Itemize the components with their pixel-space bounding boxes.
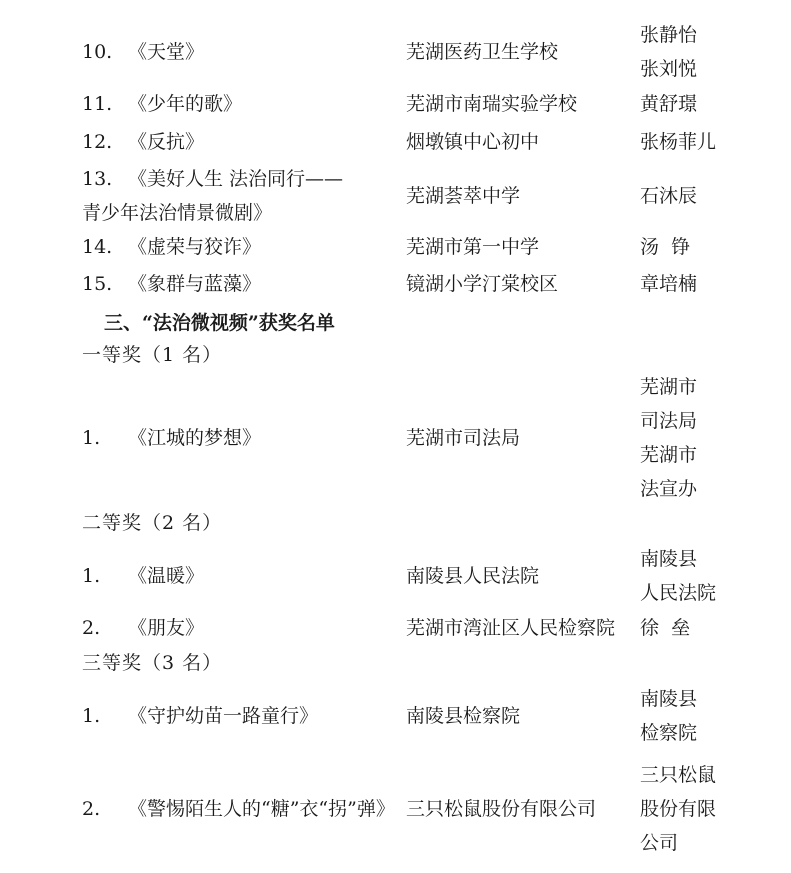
entry-unit: 芜湖荟萃中学 <box>406 185 521 207</box>
grade-label: 二等奖（2 名） <box>82 512 223 534</box>
grade-label: 一等奖（1 名） <box>82 344 223 366</box>
author-line: 张杨菲儿 <box>640 131 717 153</box>
author-line: 石沐辰 <box>640 185 698 207</box>
author-line: 章培楠 <box>640 273 698 295</box>
entry-title <box>82 611 204 645</box>
author-line: 张刘悦 <box>640 58 698 80</box>
author-line: 法宣办 <box>640 478 698 500</box>
author-line: 检察院 <box>640 722 698 744</box>
entry-author <box>640 230 690 264</box>
entry-number: 1. <box>82 705 101 727</box>
author-line: 南陵县 <box>640 688 698 710</box>
entry-author <box>640 611 690 645</box>
entry-unit: 芜湖医药卫生学校 <box>406 41 559 63</box>
entry-author <box>640 125 716 159</box>
entry-title <box>82 792 395 826</box>
entry-author <box>640 542 716 610</box>
entry-title-text: 《江城的梦想》 <box>128 427 262 449</box>
entry-title <box>82 421 261 455</box>
entry-author <box>640 682 697 750</box>
entry-author <box>640 758 716 860</box>
entry-author <box>640 18 697 86</box>
entry-unit: 南陵县人民法院 <box>406 565 540 587</box>
entry-title <box>82 162 343 196</box>
author-line: 芜湖市 <box>640 444 698 466</box>
author-line: 司法局 <box>640 410 698 432</box>
entry-title <box>82 559 204 593</box>
author-line: 人民法院 <box>640 582 717 604</box>
entry-title-text: 《美好人生 法治同行—— <box>128 168 344 190</box>
entry-title <box>82 267 261 301</box>
entry-unit: 芜湖市湾沚区人民检察院 <box>406 617 616 639</box>
entry-title-text: 《反抗》 <box>128 131 205 153</box>
entry-title-text: 《少年的歌》 <box>128 93 243 115</box>
author-line: 黄舒璟 <box>640 93 698 115</box>
entry-author <box>640 267 697 301</box>
entry-author <box>640 179 697 213</box>
entry-title <box>82 125 204 159</box>
entry-title-text: 《朋友》 <box>128 617 205 639</box>
entry-unit: 南陵县检察院 <box>406 705 521 727</box>
entry-unit: 芜湖市第一中学 <box>406 236 540 258</box>
entry-title <box>82 699 318 733</box>
entry-title-text: 《守护幼苗一路童行》 <box>128 705 319 727</box>
author-line: 三只松鼠 <box>640 764 717 786</box>
entry-title <box>82 35 204 69</box>
entry-number: 1. <box>82 565 101 587</box>
section-heading: 三、“法治微视频”获奖名单 <box>104 312 335 334</box>
entry-title-text: 《象群与蓝藻》 <box>128 273 262 295</box>
entry-unit: 烟墩镇中心初中 <box>406 131 540 153</box>
entry-number: 10. <box>82 41 113 63</box>
entry-number: 1. <box>82 427 101 449</box>
entry-number: 15. <box>82 273 113 295</box>
entry-title <box>82 230 261 264</box>
entry-title <box>82 87 242 121</box>
entry-title-text: 《温暖》 <box>128 565 205 587</box>
author-line: 股份有限 <box>640 798 717 820</box>
entry-author <box>640 370 697 506</box>
entry-number: 11. <box>82 93 113 115</box>
entry-unit: 芜湖市南瑞实验学校 <box>406 93 578 115</box>
entry-number: 13. <box>82 168 113 190</box>
entry-title-continued: 青少年法治情景微剧》 <box>82 202 273 224</box>
entry-title-text: 《警惕陌生人的“糖”衣“拐”弹》 <box>128 798 395 820</box>
entry-unit: 芜湖市司法局 <box>406 427 521 449</box>
entry-unit: 镜湖小学汀棠校区 <box>406 273 559 295</box>
author-line: 芜湖市 <box>640 376 698 398</box>
author-line: 南陵县 <box>640 548 698 570</box>
author-line: 公司 <box>640 832 679 854</box>
author-line: 汤 铮 <box>640 236 691 258</box>
entry-title-text: 《天堂》 <box>128 41 205 63</box>
author-line: 张静怡 <box>640 24 698 46</box>
author-line: 徐 垒 <box>640 617 691 639</box>
entry-number: 2. <box>82 617 101 639</box>
entry-author <box>640 87 697 121</box>
grade-label: 三等奖（3 名） <box>82 652 223 674</box>
entry-unit: 三只松鼠股份有限公司 <box>406 798 597 820</box>
entry-number: 14. <box>82 236 113 258</box>
entry-number: 12. <box>82 131 113 153</box>
entry-title-text: 《虚荣与狡诈》 <box>128 236 262 258</box>
entry-number: 2. <box>82 798 101 820</box>
